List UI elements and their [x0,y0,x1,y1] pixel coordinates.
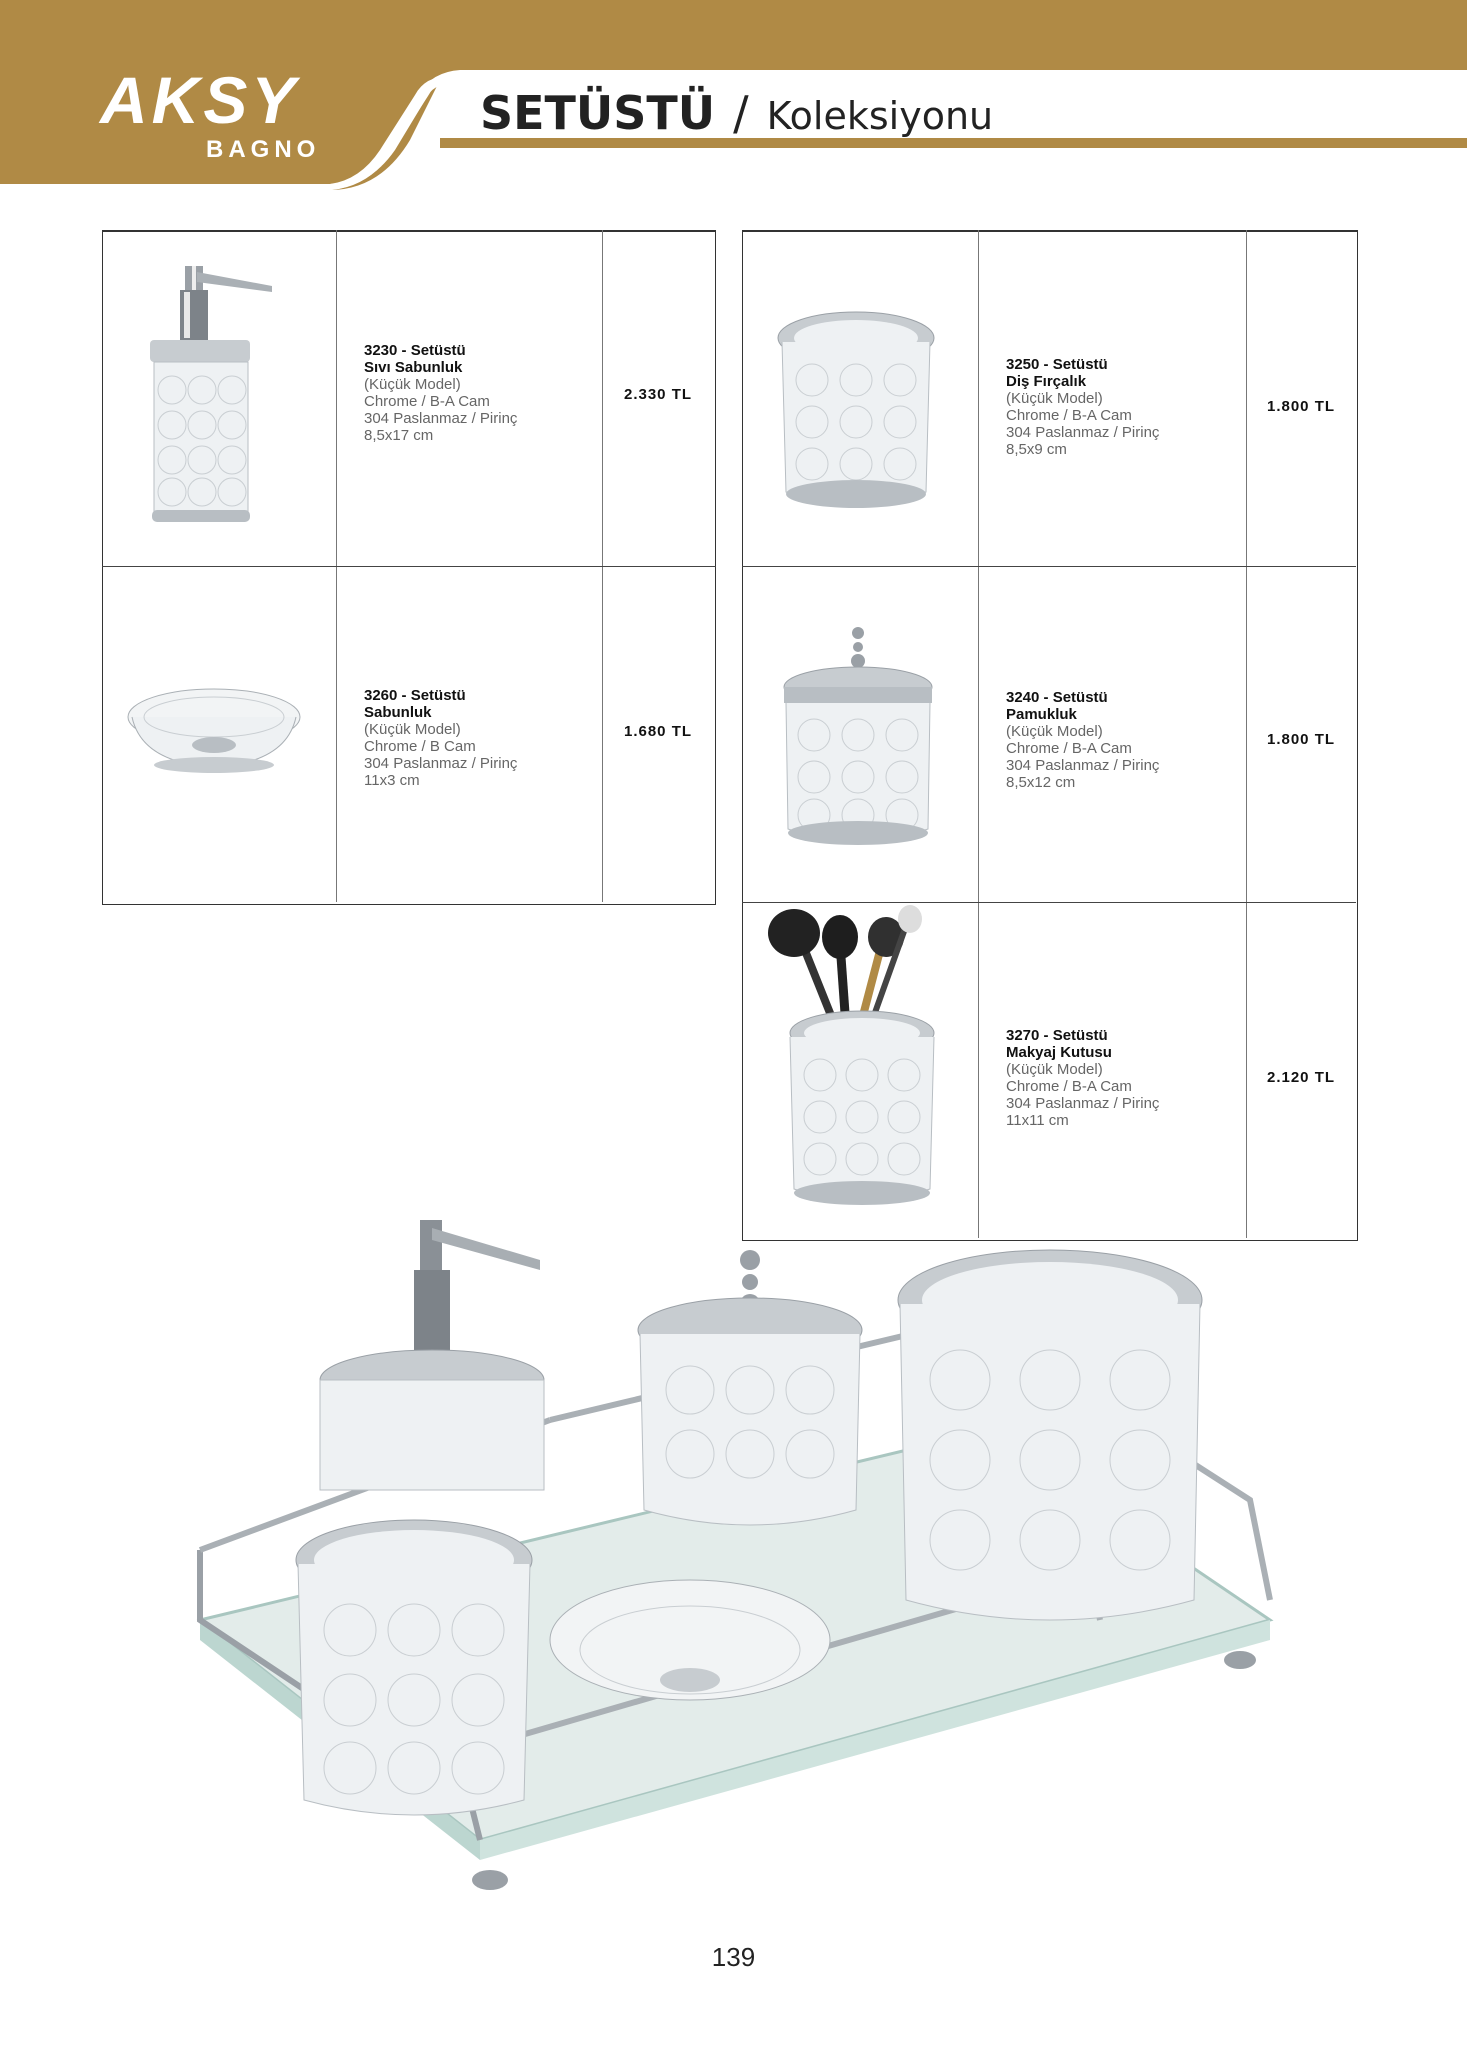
product-code: 3230 - Setüstü [364,342,466,359]
product-price: 1.800 TL [1266,398,1336,415]
brand-logo: AKSY [100,63,300,137]
product-steel: 304 Paslanmaz / Pirinç [364,410,518,427]
product-model: (Küçük Model) [1006,723,1103,740]
product-price: 2.120 TL [1266,1069,1336,1086]
makeup-holder-image [742,903,979,1238]
product-material: Chrome / B-A Cam [1006,1078,1132,1095]
product-code: 3260 - Setüstü [364,687,466,704]
product-code: 3270 - Setüstü [1006,1027,1108,1044]
toothbrush-holder-image [742,230,979,566]
price-cell [1246,903,1356,1238]
product-name: Sıvı Sabunluk [364,359,463,376]
product-steel: 304 Paslanmaz / Pirinç [364,755,518,772]
page-title [480,86,993,140]
product-material: Chrome / B Cam [364,738,476,755]
product-size: 8,5x17 cm [364,427,434,444]
product-row [742,902,1356,1238]
product-row [102,566,716,902]
price-cell [1246,567,1356,902]
product-description [978,903,1247,1238]
cotton-jar-image [742,567,979,902]
product-row [742,566,1356,902]
page-header [0,0,1467,200]
title-separator: / [733,86,749,140]
product-material: Chrome / B-A Cam [1006,407,1132,424]
product-price: 1.800 TL [1266,731,1336,748]
product-steel: 304 Paslanmaz / Pirinç [1006,424,1160,441]
product-description [336,230,603,566]
product-name: Pamukluk [1006,706,1077,723]
product-model: (Küçük Model) [364,721,461,738]
price-cell [602,567,714,902]
soap-dispenser-image [102,230,337,566]
product-description [978,567,1247,902]
product-steel: 304 Paslanmaz / Pirinç [1006,757,1160,774]
page-number: 139 [711,1942,756,1972]
product-steel: 304 Paslanmaz / Pirinç [1006,1095,1160,1112]
product-code: 3240 - Setüstü [1006,689,1108,706]
product-name: Diş Fırçalık [1006,373,1087,390]
product-description [336,567,603,902]
product-size: 11x3 cm [364,772,420,789]
brand-sub: BAGNO [206,136,321,163]
product-material: Chrome / B-A Cam [364,393,490,410]
bathroom-set-image [170,1200,1300,1960]
product-name: Sabunluk [364,704,432,721]
product-name: Makyaj Kutusu [1006,1044,1112,1061]
product-size: 8,5x9 cm [1006,441,1067,458]
product-code: 3250 - Setüstü [1006,356,1108,373]
product-model: (Küçük Model) [364,376,461,393]
price-cell [1246,230,1356,566]
product-row [742,230,1356,566]
product-model: (Küçük Model) [1006,390,1103,407]
title-subtitle: Koleksiyonu [766,94,994,138]
title-main: SETÜSTÜ [480,86,716,140]
price-cell [602,230,714,566]
product-row [102,230,716,566]
soap-dish-image [102,567,337,902]
product-model: (Küçük Model) [1006,1061,1103,1078]
product-material: Chrome / B-A Cam [1006,740,1132,757]
product-description [978,230,1247,566]
product-price: 2.330 TL [623,386,693,403]
product-size: 11x11 cm [1006,1112,1069,1129]
product-price: 1.680 TL [623,723,693,740]
product-size: 8,5x12 cm [1006,774,1076,791]
